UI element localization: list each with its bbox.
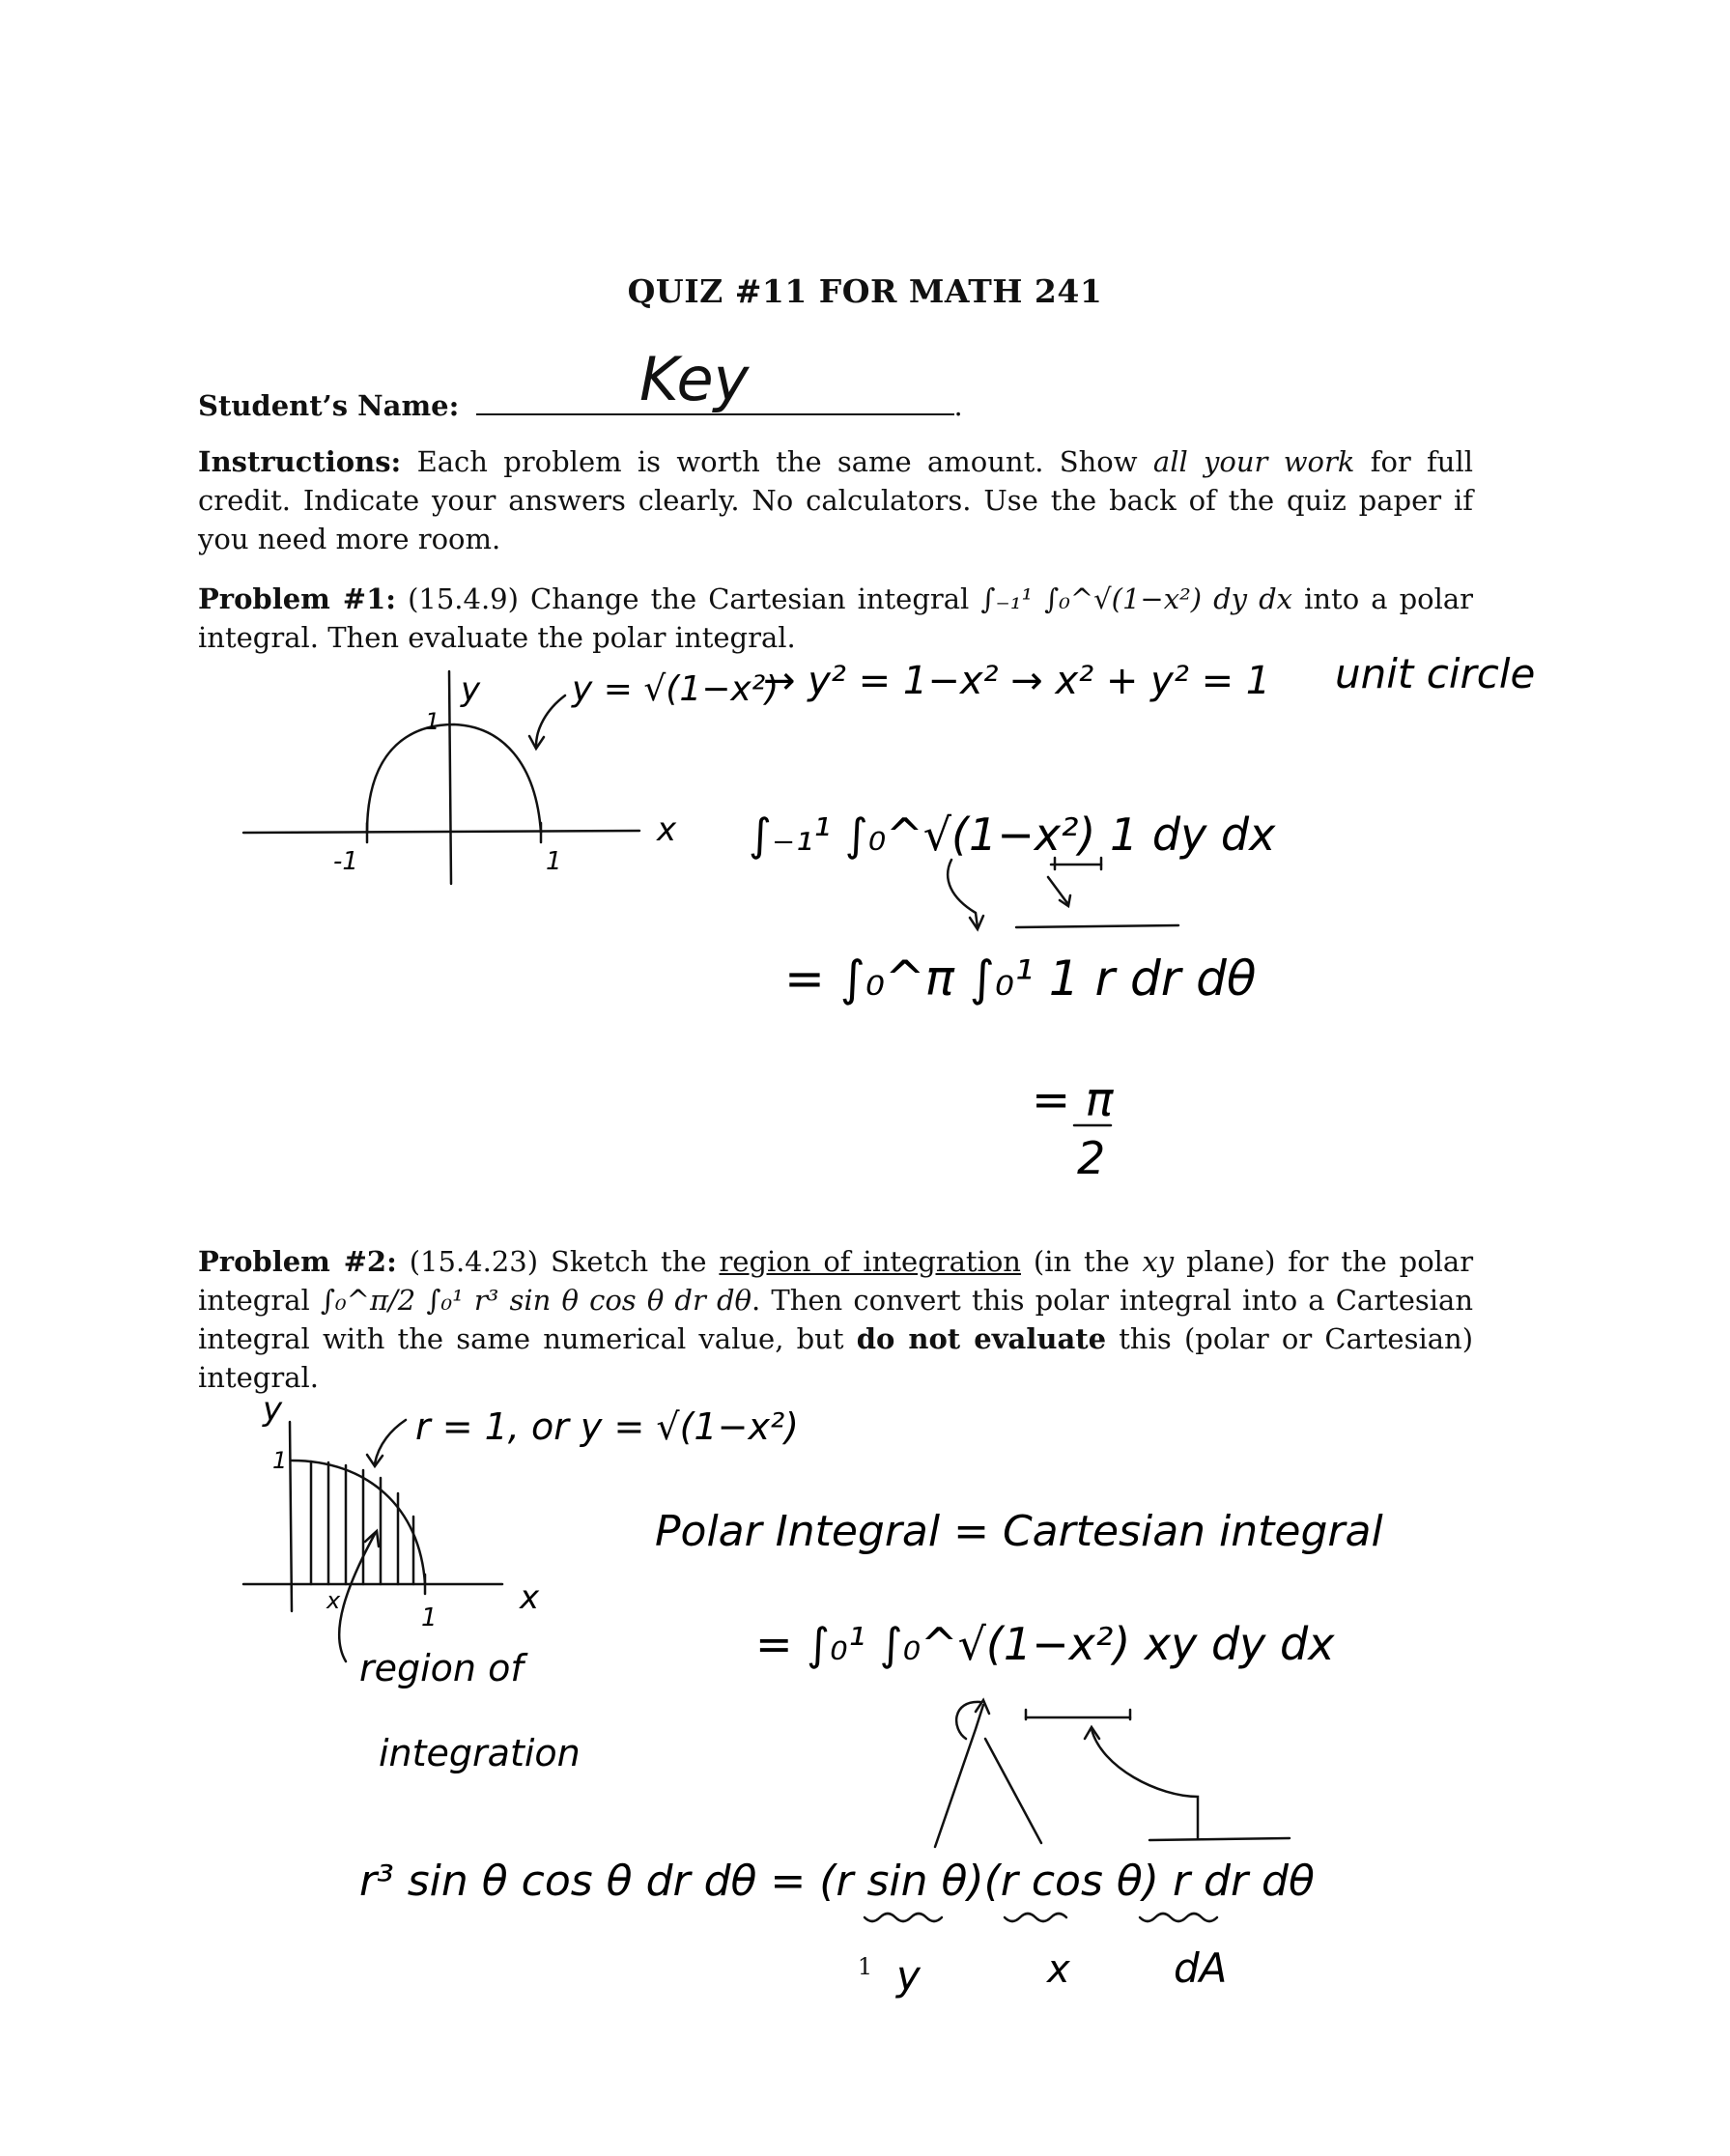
page-number: 1 xyxy=(857,1953,873,1980)
problem-1-text-b: into a polar integral. Then evaluate the polar integral. xyxy=(198,582,1474,654)
problem-2-text-a: Sketch the xyxy=(550,1245,707,1278)
p1-tick-y1: 1 xyxy=(425,708,440,735)
p1-cartesian-integral: ∫₋₁¹ ∫₀^√(1−x²) 1 dy dx xyxy=(749,808,1276,861)
p1-chain: → y² = 1−x² → x² + y² = 1 xyxy=(763,659,1271,703)
problem-1-integral: ∫₋₁¹ ∫₀^√(1−x²) dy dx xyxy=(980,582,1293,615)
p1-y-axis-label: y xyxy=(461,670,481,709)
student-name-value: Key xyxy=(639,344,750,414)
student-name-row: Student’s Name: . xyxy=(198,384,1473,425)
p2-under-dA: dA xyxy=(1174,1944,1228,1992)
p1-curve-label: y = √(1−x²) xyxy=(572,669,780,709)
problem-2-text-c: plane) for the polar integral xyxy=(198,1245,1474,1317)
instructions-text-1: Each problem is worth the same amount. Show xyxy=(416,445,1138,478)
problem-2-ref: (15.4.23) xyxy=(409,1245,539,1278)
p1-answer-numerator: = π xyxy=(1032,1073,1114,1127)
p2-under-x: x xyxy=(1047,1947,1070,1992)
problem-2-label: Problem #2: xyxy=(198,1245,397,1278)
instructions-label: Instructions: xyxy=(198,445,402,478)
instructions-emphasis: all your work xyxy=(1152,445,1355,478)
p2-x-axis-label: x xyxy=(520,1578,540,1617)
p2-tick-y1: 1 xyxy=(272,1447,288,1474)
problem-2-bold: do not evaluate xyxy=(856,1322,1107,1355)
p2-y-axis-label: y xyxy=(263,1390,283,1429)
p2-region-label-1: region of xyxy=(359,1647,524,1689)
problem-2-region: region of integration xyxy=(719,1245,1021,1278)
page-title: QUIZ #11 FOR MATH 241 xyxy=(627,272,1103,310)
p2-tick-1: 1 xyxy=(421,1603,438,1632)
p2-heading: Polar Integral = Cartesian integral xyxy=(655,1507,1383,1556)
p1-tick-neg1: -1 xyxy=(333,847,358,876)
p2-expansion: r³ sin θ cos θ dr dθ = (r sin θ)(r cos θ) r dr dθ xyxy=(359,1857,1315,1906)
p1-polar-integral: = ∫₀^π ∫₀¹ 1 r dr dθ xyxy=(784,950,1257,1007)
problem-2-text-d: . Then convert this polar integral into a Cartesian integral with the same numerical value, but xyxy=(198,1284,1474,1355)
problem-1-label: Problem #1: xyxy=(198,582,396,615)
p2-y-axis xyxy=(290,1422,292,1611)
p2-tick-x: x xyxy=(326,1587,341,1614)
problem-2-xy: xy xyxy=(1142,1245,1175,1278)
problem-1-ref: (15.4.9) xyxy=(408,582,519,615)
p1-x-axis-label: x xyxy=(657,810,677,849)
p2-cartesian-integral: = ∫₀¹ ∫₀^√(1−x²) xy dy dx xyxy=(755,1618,1335,1670)
p1-answer-denominator: 2 xyxy=(1077,1132,1106,1184)
p2-region-label-2: integration xyxy=(379,1732,581,1774)
problem-1-text-a: Change the Cartesian integral xyxy=(530,582,970,615)
problem-2-text-b: (in the xyxy=(1033,1245,1130,1278)
problem-2-integral: ∫₀^π/2 ∫₀¹ r³ sin θ cos θ dr dθ xyxy=(320,1284,752,1317)
problem-2-text-e: this (polar or Cartesian) integral. xyxy=(198,1322,1474,1394)
instructions-text-2: for full credit. Indicate your answers clearly. No calculators. Use the back of the quiz paper if you need more room. xyxy=(198,445,1474,555)
p2-curve-label: r = 1, or y = √(1−x²) xyxy=(415,1405,799,1448)
p2-under-y: y xyxy=(896,1952,921,2000)
p1-tick-1: 1 xyxy=(546,847,562,876)
p1-unit-circle: unit circle xyxy=(1335,650,1536,697)
student-name-label: Student’s Name: xyxy=(198,389,460,422)
